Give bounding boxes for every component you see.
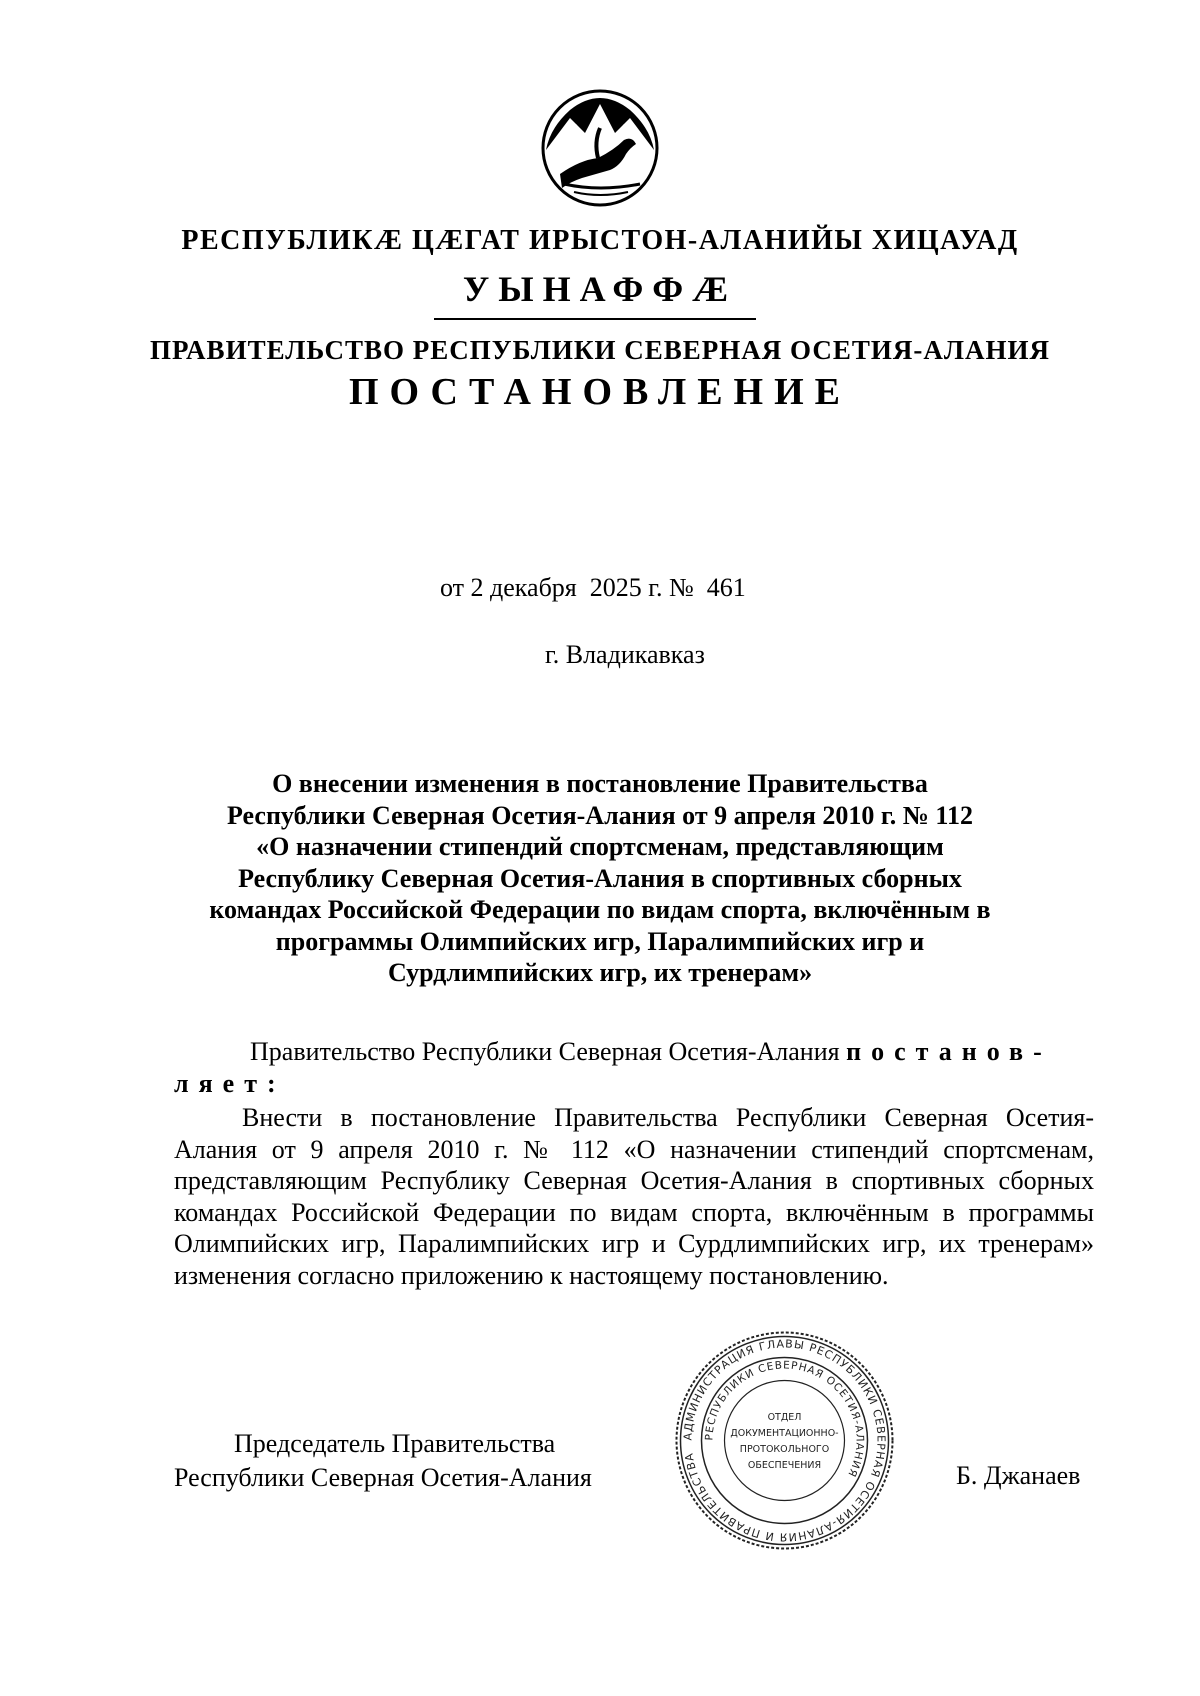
document-title — [190, 768, 1010, 989]
heading-divider — [434, 318, 756, 320]
russian-government-title: ПРАВИТЕЛЬСТВО РЕСПУБЛИКИ СЕВЕРНАЯ ОСЕТИЯ-АЛАНИЯ — [150, 335, 1050, 365]
stamp-center-line: ДОКУМЕНТАЦИОННО- — [730, 1428, 839, 1439]
ossetian-resolution-heading: УЫНАФФӔ — [462, 269, 738, 309]
signatory-position-line2: Республики Северная Осетия-Алания — [174, 1463, 592, 1492]
body-paragraph: Внести в постановление Правительства Республики Северная Осетия-Алания от 9 апреля 2010 г. № 112 «О назначении стипендий спортсменам, представляющим Республику Северная Осетия-Алания в спортивных сборных командах Российской Федерации по видам спорта, включённым в программы Олимпийских игр, Паралимпийских игр и Сурдлимпийских игр, их тренерам» изменения согласно приложению к настоящему постановлению. — [174, 1103, 1094, 1290]
ossetian-government-title: РЕСПУБЛИКӔ ЦӔГАТ ИРЫСТОН-АЛАНИЙЫ ХИЦАУАД — [181, 225, 1019, 256]
title-line: О внесении изменения в постановление Правительства — [272, 769, 928, 798]
stamp-inner-text: РЕСПУБЛИКИ СЕВЕРНАЯ ОСЕТИЯ-АЛАНИЯ — [703, 1359, 866, 1480]
intro-verb-part1: постанов- — [846, 1037, 1052, 1066]
title-line: командах Российской Федерации по видам спорта, включённым в — [209, 895, 991, 924]
signatory-position — [174, 1427, 592, 1495]
title-line: Республику Северная Осетия-Алания в спортивных сборных — [238, 863, 962, 893]
document-city: г. Владикавказ — [545, 640, 705, 669]
document-date-number: от 2 декабря 2025 г. № 461 — [440, 573, 746, 602]
signatory-name: Б. Джанаев — [956, 1461, 1081, 1490]
title-line: «О назначении стипендий спортсменам, представляющим — [256, 832, 944, 861]
stamp-center-line: ПРОТОКОЛЬНОГО — [739, 1444, 830, 1455]
stamp-outer-text: АДМИНИСТРАЦИЯ ГЛАВЫ РЕСПУБЛИКИ СЕВЕРНАЯ ОСЕТИЯ-АЛАНИЯ И ПРАВИТЕЛЬСТВА — [681, 1337, 888, 1544]
signatory-position-line1: Председатель Правительства — [234, 1429, 556, 1458]
title-line: Республики Северная Осетия-Алания от 9 апреля 2010 г. № 112 — [227, 800, 973, 830]
official-stamp — [672, 1328, 897, 1553]
title-line: программы Олимпийских игр, Паралимпийских игр и — [275, 926, 925, 956]
resolution-heading: ПОСТАНОВЛЕНИЕ — [348, 371, 852, 413]
stamp-center-line: ОТДЕЛ — [767, 1412, 802, 1423]
intro-paragraph — [174, 1036, 1094, 1099]
intro-verb-part2: ляет: — [174, 1068, 286, 1098]
stamp-center-line: ОБЕСПЕЧЕНИЯ — [747, 1460, 822, 1471]
title-line: Сурдлимпийских игр, их тренерам» — [387, 958, 813, 987]
coat-of-arms-emblem — [540, 88, 660, 208]
intro-text: Правительство Республики Северная Осетия-Алания — [250, 1037, 840, 1066]
